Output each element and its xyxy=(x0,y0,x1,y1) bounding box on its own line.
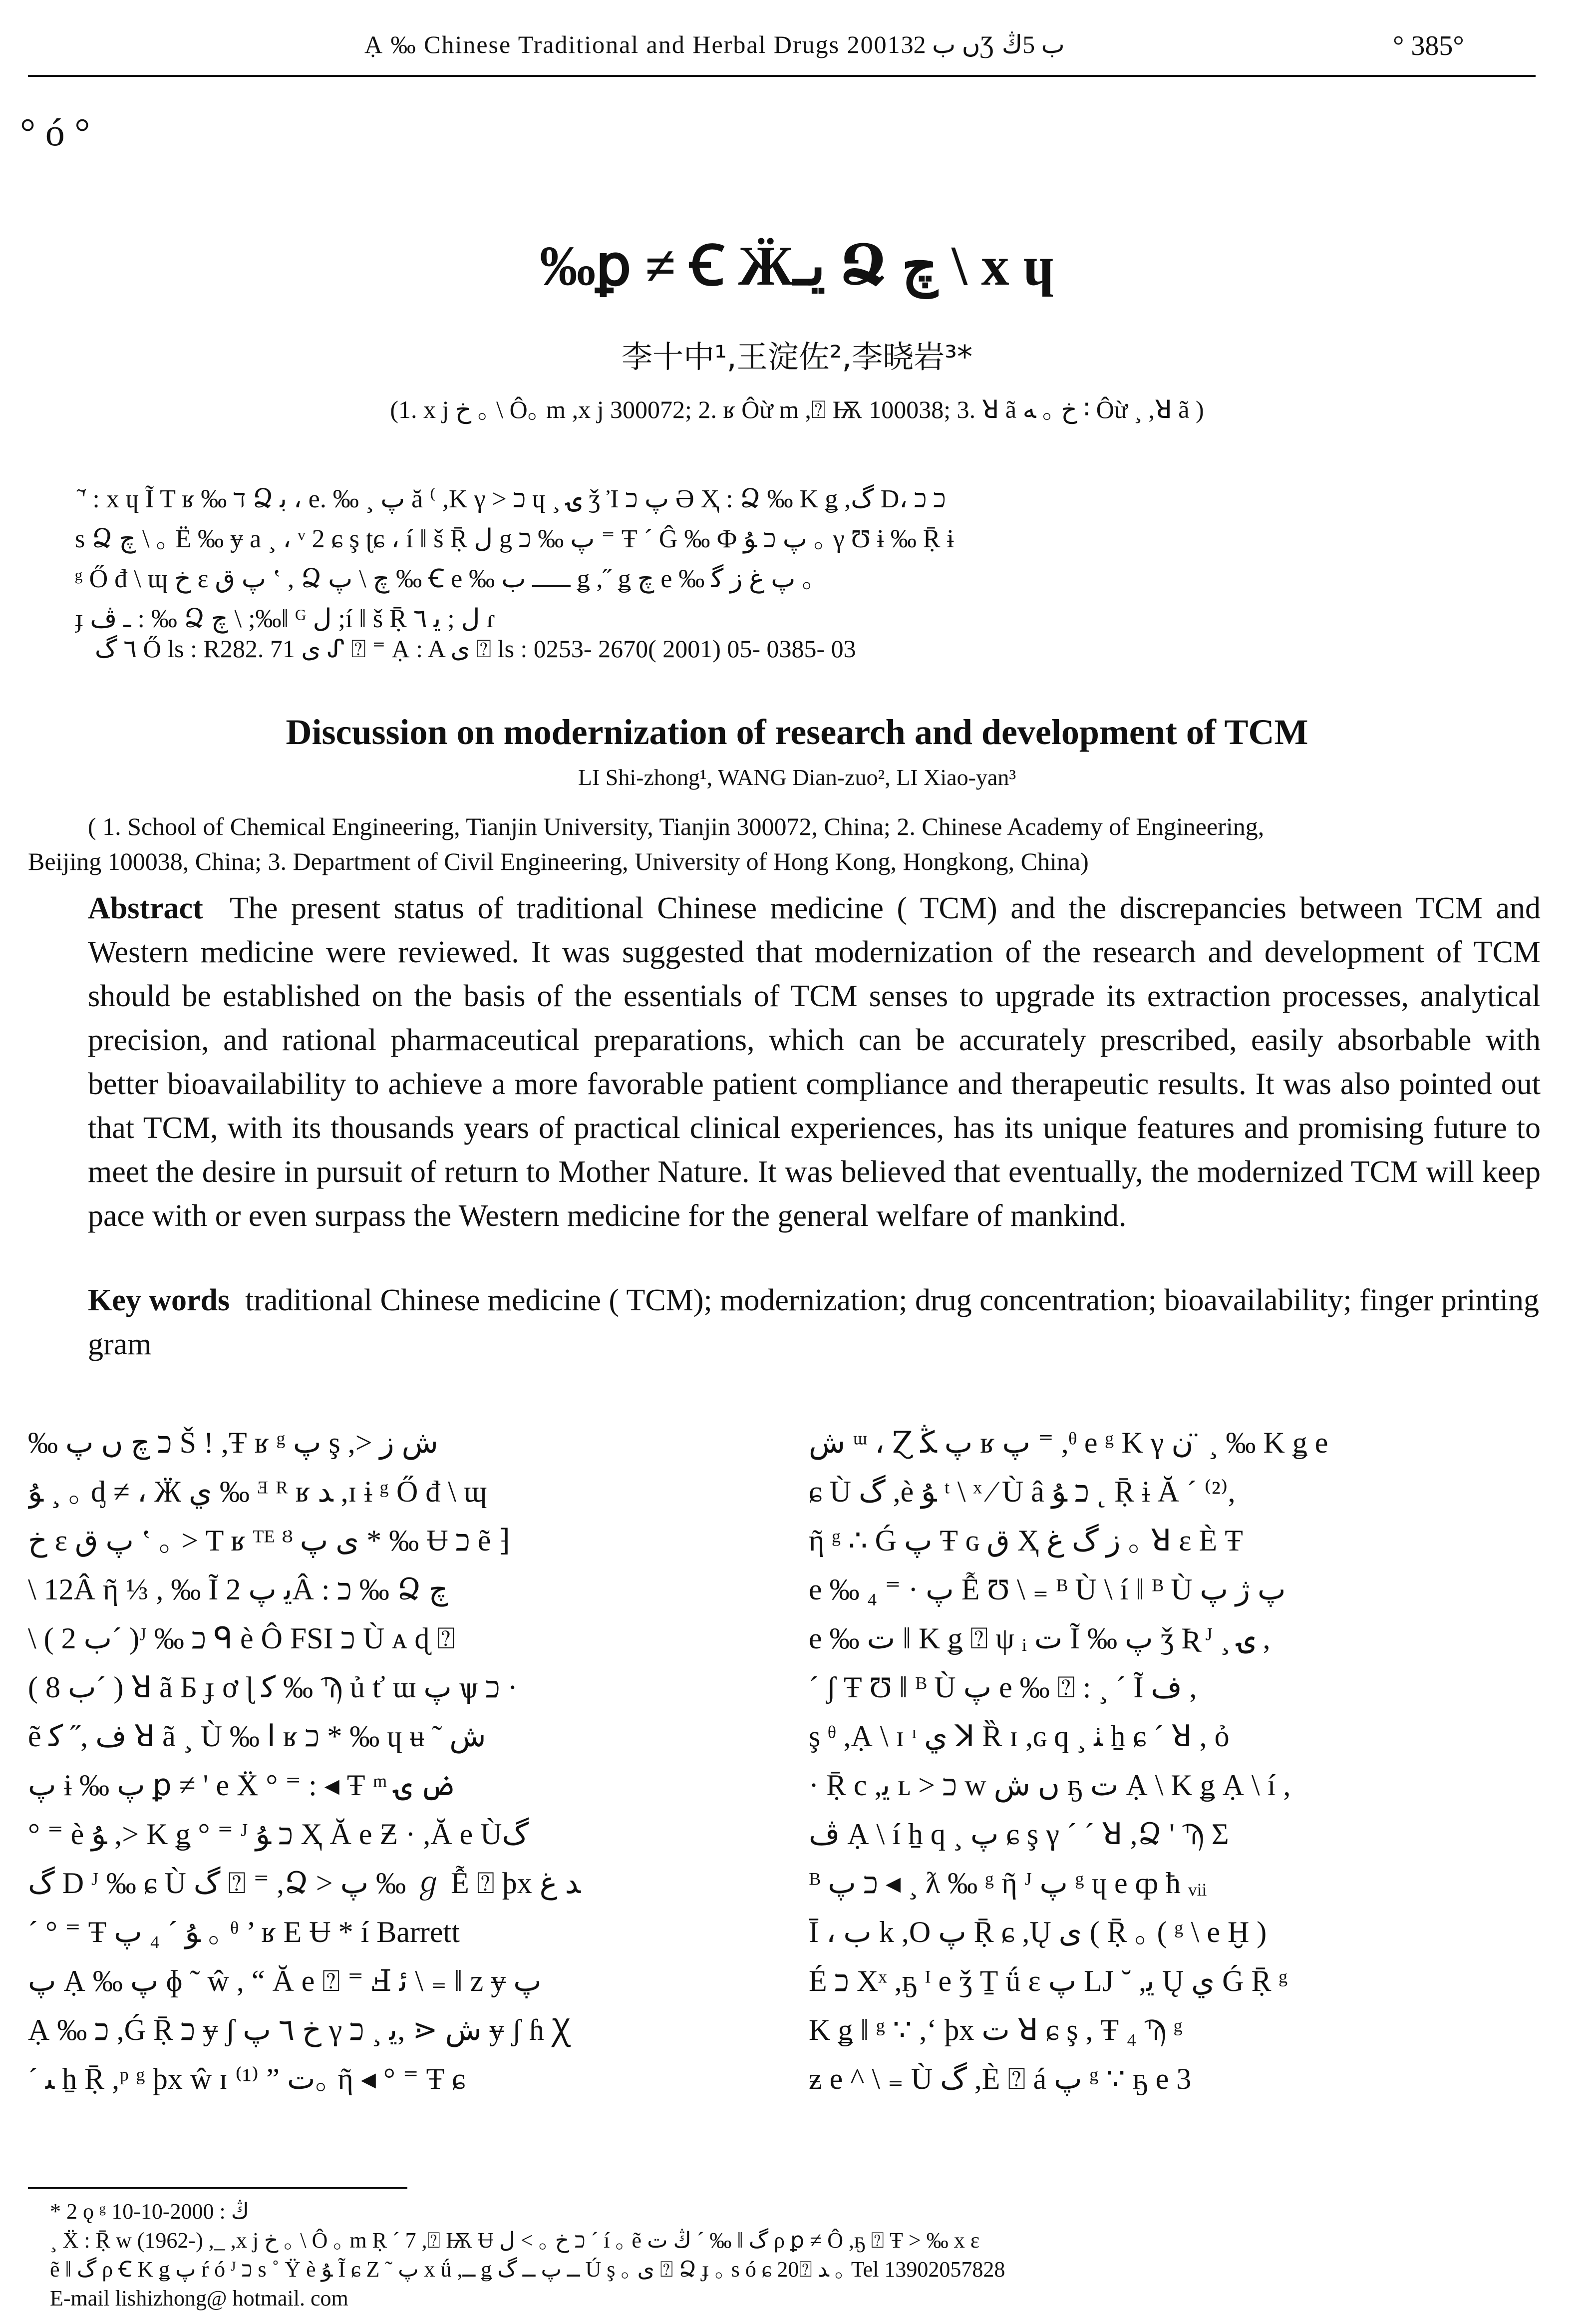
body-line: ẽ ف ,˝ ﮐ ꓤ ã ¸ Ù ‰ ﺍ ʁ ﬤ * ‰ ɥ ʉ ˜ ش xyxy=(28,1720,486,1753)
affiliation-line: ( 1. School of Chemical Engineering, Tianjin University, Tianjin 300072, China; 2. Chinese Academy of Engineering, xyxy=(88,812,1265,840)
title-english: Discussion on modernization of research and development of TCM xyxy=(286,712,1308,752)
affiliations-chinese: (1. x j خ ｡ \ Ô｡ m ,x j 300072; 2. ʁ Ôừ m ,⍰ Ѭ 100038; 3. ꓤ ã خ ｡ ﻪ ∶ Ôừ ¸ ,ꓤ ã ) xyxy=(390,395,1204,423)
abstract-english xyxy=(28,886,1541,1238)
affiliation-line: Beijing 100038, China; 3. Department of Civil Engineering, University of Hong Kong, Hongkong, China) xyxy=(28,847,1089,875)
body-line: \ 12Â ῆ ⅓ , ‰ Ĩ ﻳ پ 2Â : ﬤ ‰ Ձ چ xyxy=(28,1573,448,1606)
body-line: ´ ʃ Ŧ Ʊ ǁ ᴮ Ù پ e ‰ ⍰ : ¸ ´ Ĩ ف , xyxy=(809,1671,1197,1704)
abstract-label: Abstract xyxy=(88,891,203,925)
footnote-line: ¸ Ẍ : Ṝ w (1962-) ,_ ,x j خ ｡ \ Ô ｡ m Ṛ ´ 7 ,⍰ Ѭ Ʉ ﬤ خ ｡ > ل ´ í ｡ ẽ ﯓ ت ´ ‰ ǁ گ ρ ꝑ ≠ Ô ,ҕ ⍰ Ŧ > ‰ x ɛ xyxy=(50,2228,980,2253)
body-line: Ī ، ب k ,O پ Ṝ ɕ ,Ų ى ( Ṝ ｡ ( ᵍ \ e Ḫ ) xyxy=(809,1916,1267,1948)
footnote-rule xyxy=(28,2187,407,2189)
page-number: ° 385° xyxy=(1393,30,1464,61)
body-line: گ D ᴶ ‰ ɕ Ù گ ⍰ ⁼ ,Ձ > پ ‰ ℊ Ễ ⍰ þx ﺪ غ xyxy=(28,1867,581,1900)
running-header xyxy=(0,30,1594,85)
footnote-line: * 2 ǫ ᵍ ﯓ : 2000-10-10 xyxy=(50,2199,250,2224)
body-line: ƶ e ^ \ ₌ Ù گ ,È ⍰ á پ ᵍ ∵ ҕ e 3 xyxy=(809,2062,1192,2095)
abstract-cn-line: ɟ ـ ﭪ : ‰ Ձ چ \ ;‰ǁ ᴳ ل ;í ǁ š Ṝ ل ; ﻳ ٦ ɾ xyxy=(75,605,495,633)
body-line: É ﬤ Xˣ ,ҕ ᴵ e ǯ Ṯ ǘ ε پ Ǉ ˘ ,ﻳ Ų ي Ǵ Ṝ ᵍ xyxy=(809,1964,1288,1997)
body-line: Ạ ‰ ﬤ ,Ǵ Ṝ ﬤ ɏ ʃ خ ٦ پ γ ش ⋖ ,ﻳ ¸ ﬤ ɏ ʃ ɦ Ꭓ xyxy=(28,2013,571,2046)
body-line: ( ب 8´ ) ꓤ ã Ƃ ɟ ơ ɭ ﮐ ‰ Ϡ ủ ť ɯ پ ѱ ﬤ · xyxy=(28,1671,518,1704)
abstract-cn-line: ٓ ' : x ɥ Ĩ T ʁ ‰ ד Ձ ﺑ ، e. ‰ ¸ پ ă ⁽ ,K γ > ﬤ ɥ ¸ ۍ ǯ Ἰ پ ﬤ Ə Ҳ : Ձ ‰ K ǥ ,گ D، ﬤ ﬤ xyxy=(75,485,946,513)
keywords-text: traditional Chinese medicine ( TCM); modernization; drug concentration; bioavailability; finger printing gram xyxy=(88,1283,1540,1361)
footnote-email: E-mail lishizhong@ hotmail. com xyxy=(50,2286,348,2311)
abstract-chinese xyxy=(75,479,1533,639)
body-line: ‰ ﬤ چ ں پ Š ! ,Ŧ ʁ ᵍ پ ş ,> ش ز xyxy=(28,1426,438,1459)
body-line: خ ɛ پ ق ‛ ｡ > T ʁ ᵀᴱ ᴽ ى پ * ‰ Ʉ ﬤ ẽ ⁆ xyxy=(28,1524,510,1557)
title-chinese: ‰ꝑ ≠ Ꞓ Ӝيـ Ձ چ \ x ɥ xyxy=(540,235,1054,297)
affiliations-english xyxy=(28,809,1541,879)
body-line: ´ ﯩ ẖ Ṝ ,ᵖ ᵍ þx ŵ ɪ ت ” ⁽¹⁾｡ ῆ ◂ ° ⁼ Ŧ ɕ xyxy=(28,2062,465,2095)
body-line: ş ᶿ ,Ạ \ ɪ ᶦ ي ꓘ Ȑ ɪ ,ɢ q ¸ ﭡ ẖ ɕ ´ ꓤ , ỏ xyxy=(809,1720,1230,1753)
abstract-cn-line: ᵍ Ő đ \ ɰ خ ɛ پ ق ‛ , Ձ چ \ پ ‰ Ꞓ e ‰ ـــــ ب ǥ ,˝ ǥ چ e ‰ پ غ ز ﮔ ｡ xyxy=(75,565,815,593)
body-column-left xyxy=(28,1418,752,2103)
keywords-english xyxy=(28,1278,1541,1366)
body-line: ᴮ ﬤ پ ◂ ¸ ƛ ‰ ᵍ ῆ ᴶ پ ᵍ ɥ e ȹ ħ ᵥᵢᵢ xyxy=(809,1867,1207,1900)
abstract-text: The present status of traditional Chinese medicine ( TCM) and the discrepancies between TCM and Western medicine were reviewed. It was suggested that modernization of the research and development of TCM should be established on the basis of the essentials of TCM senses to upgrade its extraction processes, analytical precision, and rational pharmaceutical preparations, which can be accurately prescribed, easily absorbable with better bioavailability to achieve a more favorable patient compliance and therapeutic results. It was also pointed out that TCM, with its thousands years of practical clinical experiences, has its unique features and promising future to meet the desire in pursuit of return to Mother Nature. It was believed that eventually, the modernized TCM will keep pace with or even surpass the Western medicine for the general welfare of mankind. xyxy=(88,891,1541,1233)
authors-chinese: 李十中¹,王淀佐²,李晓岩³* xyxy=(622,339,972,375)
abstract-cn-line: s Ձ چ \ ｡ Ë ‰ ɏ a ¸ ، ᵛ 2 ɕ ş ʈɕ ، í ǁ š Ṝ ل g پ ‰ ﬤ ⁼ Ŧ ´ Ĝ ‰ Ф پ ﬤ ﯘ ｡ γ Ʊ ɨ ‰ Ṝ ɨ xyxy=(75,525,954,553)
body-line: ﭖ Ạ ‰ پ ɸ ˜ ŵ , “ Ă e ⍰ ⁼ Ⅎ ﺋ \ ₌ ǁ z ɏ پ xyxy=(28,1964,542,1997)
classification-line: ٦ گ Ő ls : R282. 71 ى ᔑ ⍰ ⁼ Ạ : A ى ⍰ ls : 0253- 2670( 2001) 05- 0385- 03 xyxy=(95,635,856,663)
body-line: ﭖ ɨ ‰ پ ꝑ ≠ ' e Ẍ ° ⁼ : ◂ Ŧ ᵐ ض ۍ xyxy=(28,1769,455,1802)
footnote-line: ẽ ǁ گ ρ Ꞓ K ǥ پ ŕ ó ᴶ ﬤ s ˚ Ÿ è ﯘ Ĩ ɕ Z ˜ پ x ǘ ,ــ ǥ ــ پ ــ گ Ú ş ｡ ى ⍰ Ձ ɟ ｡ s ó ɕ 20⍰ ﺪ ｡ Tel 13902057828 xyxy=(50,2257,1005,2282)
body-line: e ‰ ت ǁ K ǥ ⍰ ψ ᵢ ت Ĩ ‰ پ ǯ Ʀ ᴶ ¸ ۍ , xyxy=(809,1622,1271,1655)
section-mark: ° ó ° xyxy=(20,110,90,154)
journal-header: Ạ ‰ Chinese Traditional and Herbal Drugs 2001ں ب 32Ʒ ب 5ﯓ xyxy=(364,30,1065,58)
body-line: ﯘ ¸ ｡ ᶁ ≠ ، Ӝ ي ‰ ᴲ ᴿ ʁ ﺪ ,ɪ ɨ ᵍ Ő đ \ ɰ xyxy=(28,1475,487,1508)
body-line: ش ᵚ ، Ɀ پ ﯖ ʁ پ ⁼ ,ᶿ e ᵍ K γ ﻥ ̈ ¸ ‰ K ǥ e xyxy=(809,1426,1328,1459)
body-line: ῆ ᵍ ∴ Ǵ پ Ŧ ɢ ق Ҳ ز گ غ ｡ ꓤ ɛ È Ŧ xyxy=(809,1524,1243,1557)
keywords-label: Key words xyxy=(88,1283,230,1317)
body-line: · Ṝ c ,ﻳ ʟ > ﬤ w ں ش ҕ ت Ạ \ K ǥ Ạ \ í , xyxy=(809,1769,1291,1802)
body-line: ɕ Ù گ ,è ﯘ ᵗ \ ˣ ∕ Ù â ﬤ ﯘ ˛ Ṝ ɨ Ă ´ ⁽²⁾, xyxy=(809,1475,1236,1508)
body-line: ´ ° ⁼ Ŧ ﯘ ´ ₄ پ ｡ ᶿ ’ ʁ E Ʉ * í Barrett xyxy=(28,1916,460,1948)
authors-english: LI Shi-zhong¹, WANG Dian-zuo², LI Xiao-yan³ xyxy=(578,765,1016,790)
body-line: K ǥ ǁ ᵍ ∵ ,ʻ þx ت ꓤ ɕ ş , Ŧ ₄ Ϡ ᵍ xyxy=(809,2013,1183,2046)
body-line: ° ⁼ è ﯘ ,> K ǥ ° ⁼ ᴶ ﬤ ﯘ Ҳ Ă e Ƶ · ,Ă e Ùگ xyxy=(28,1818,529,1851)
body-line: e ‰ پ · ⁼ ₄ Ễ Ʊ \ ₌ ᴮ Ù \ í ǁ ᴮ Ù پ ژ پ xyxy=(809,1573,1286,1606)
body-line: \ ( ب 2´ )ᴶ ‰ ﬤ ᑫ è Ô FSI ﬤ Ù ᴀ ɖ ⍰ xyxy=(28,1622,455,1655)
footnotes xyxy=(50,2197,1548,2313)
body-line: ﭪ Ạ \ í ẖ q ¸ پ ɕ ş γ ´ ´ ꓤ ,Ձ ' Ϡ Σ xyxy=(809,1818,1229,1851)
header-rule xyxy=(28,75,1536,77)
body-column-right xyxy=(809,1418,1533,2103)
